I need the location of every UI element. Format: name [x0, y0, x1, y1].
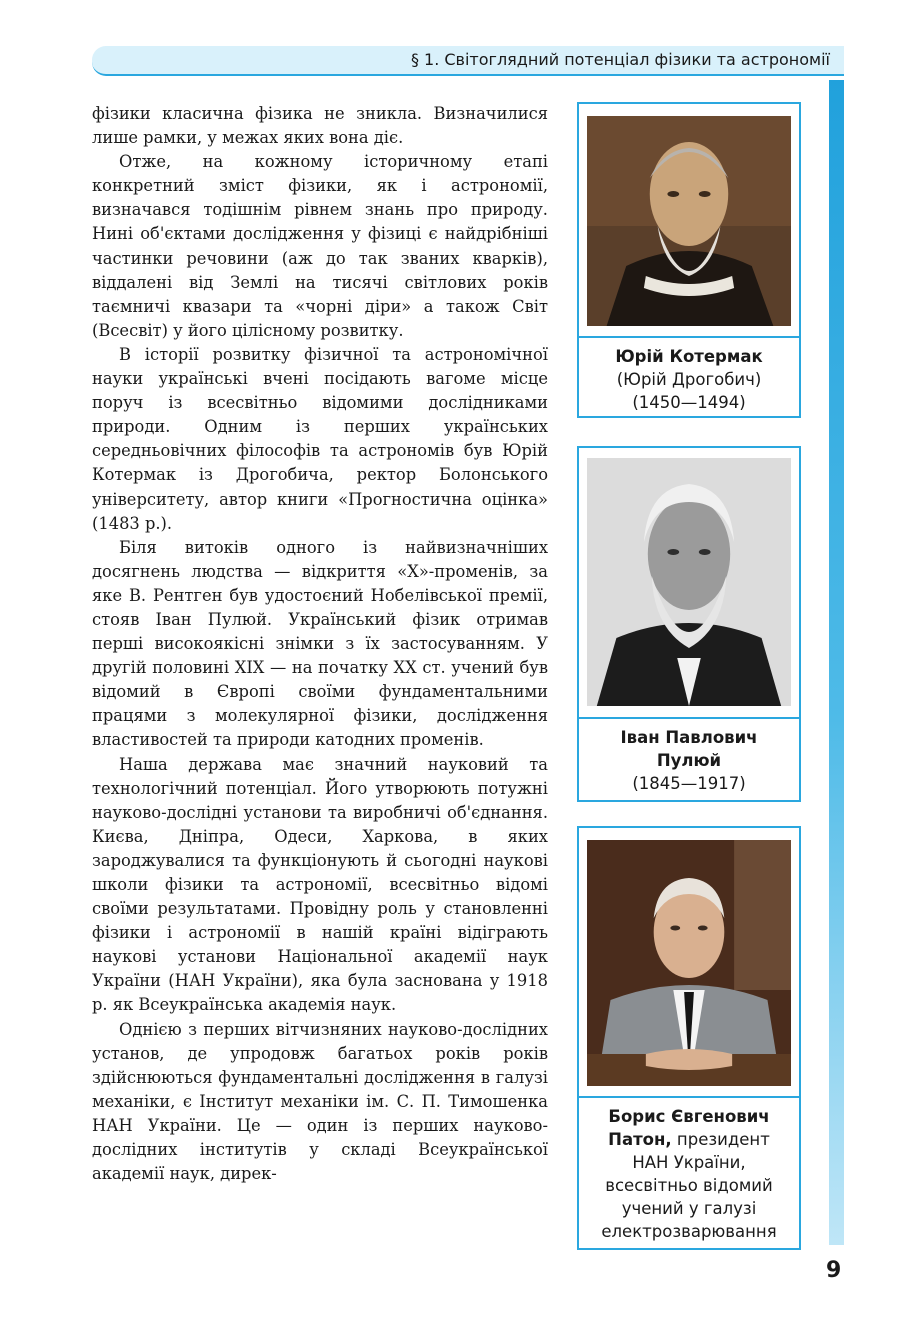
portrait-caption — [579, 1105, 799, 1243]
person-role: президент — [671, 1130, 770, 1149]
person-name-line1: Іван Павлович — [620, 728, 758, 747]
person-desc-line: електрозварювання — [601, 1222, 777, 1241]
portrait-card-paton — [577, 826, 801, 1250]
page-number: 9 — [826, 1258, 842, 1283]
person-name-line1: Борис Євгенович — [608, 1107, 770, 1126]
person-years: (1450—1494) — [632, 393, 746, 412]
person-desc-line: НАН України, — [632, 1153, 746, 1172]
section-title: § 1. Світоглядний потенціал фізики та астрономії — [410, 50, 830, 69]
person-desc-line: учений у галузі — [621, 1199, 757, 1218]
portrait-photo-kotermak — [587, 116, 791, 326]
person-name-line2: Патон, — [608, 1130, 672, 1149]
card-divider — [579, 1096, 799, 1098]
side-stripe — [829, 80, 844, 1245]
portrait-caption — [579, 345, 799, 414]
card-divider — [579, 336, 799, 338]
paragraph: Однією з перших вітчизняних науково-дослідних установ, де упродовж багатьох років років здійснюються фундаментальні дослідження в галузі механіки, є Інститут механіки ім. С. П. Тимошенка НАН України. Це — один із перших науково-дослідних інститутів у складі Всеукраїнської академії наук, дирек- — [92, 1019, 548, 1184]
paragraph: Наша держава має значний науковий та технологічний потенціал. Його утворюють потужні науково-дослідні установи та виробничі об'єднання. Києва, Дніпра, Одеси, Харкова, в яких зароджувалися та функціонують й сьогодні наукові школи фізики та астрономії, всесвітньо відомі своїми результатами. Провідну роль у становленні фізики і астрономії в нашій країні відіграють наукові установи Національної академії наук України (НАН України), яка була заснована у 1918 р. як Всеукраїнська академія наук. — [92, 754, 548, 1015]
running-header — [92, 46, 844, 76]
paragraph: Біля витоків одного із найвизначніших досягнень людства — відкриття «Х»-променів, за яке В. Рентген був удостоєний Нобелівської премії, стояв Іван Пулюй. Український фізик отримав перші високоякісні знімки з їх застосуванням. У другій половині XIX — на початку XX ст. учений був відомий в Європі своїми фундаментальними працями з молекулярної фізики, дослідження властивостей та природи катодних променів. — [92, 537, 548, 750]
person-desc-line: всесвітньо відомий — [605, 1176, 773, 1195]
paragraph: Отже, на кожному історичному етапі конкретний зміст фізики, як і астрономії, визначався тодішнім рівнем знань про природу. Нині об'єктами дослідження у фізиці є найдрібніші частинки речовини (аж до так званих кварків), віддалені від Землі на тисячі світлових років таємничі квазари та «чорні діри» а також Світ (Всесвіт) у його цілісному розвитку. — [92, 152, 548, 340]
main-text — [92, 102, 548, 1186]
portrait-card-kotermak — [577, 102, 801, 418]
person-years: (1845—1917) — [632, 774, 746, 793]
card-divider — [579, 717, 799, 719]
portrait-card-puluj — [577, 446, 801, 802]
portrait-caption — [579, 726, 799, 795]
portrait-photo-puluj — [587, 458, 791, 706]
person-note: (Юрій Дрогобич) — [616, 370, 762, 389]
person-name-line2: Пулюй — [656, 751, 722, 770]
portrait-photo-paton — [587, 840, 791, 1086]
paragraph: фізики класична фізика не зникла. Визначилися лише рамки, у межах яких вона діє. — [92, 104, 548, 148]
paragraph: В історії розвитку фізичної та астрономічної науки українські вчені посідають вагоме місце поруч із всесвітньо відомими дослідниками природи. Одним із перших українських середньовічних філософів та астрономів був Юрій Котермак із Дрогобича, ректор Болонського університету, автор книги «Прогностична оцінка» (1483 р.). — [92, 344, 548, 533]
person-name-line2-wrap — [579, 1128, 799, 1151]
person-name: Юрій Котермак — [615, 347, 763, 366]
